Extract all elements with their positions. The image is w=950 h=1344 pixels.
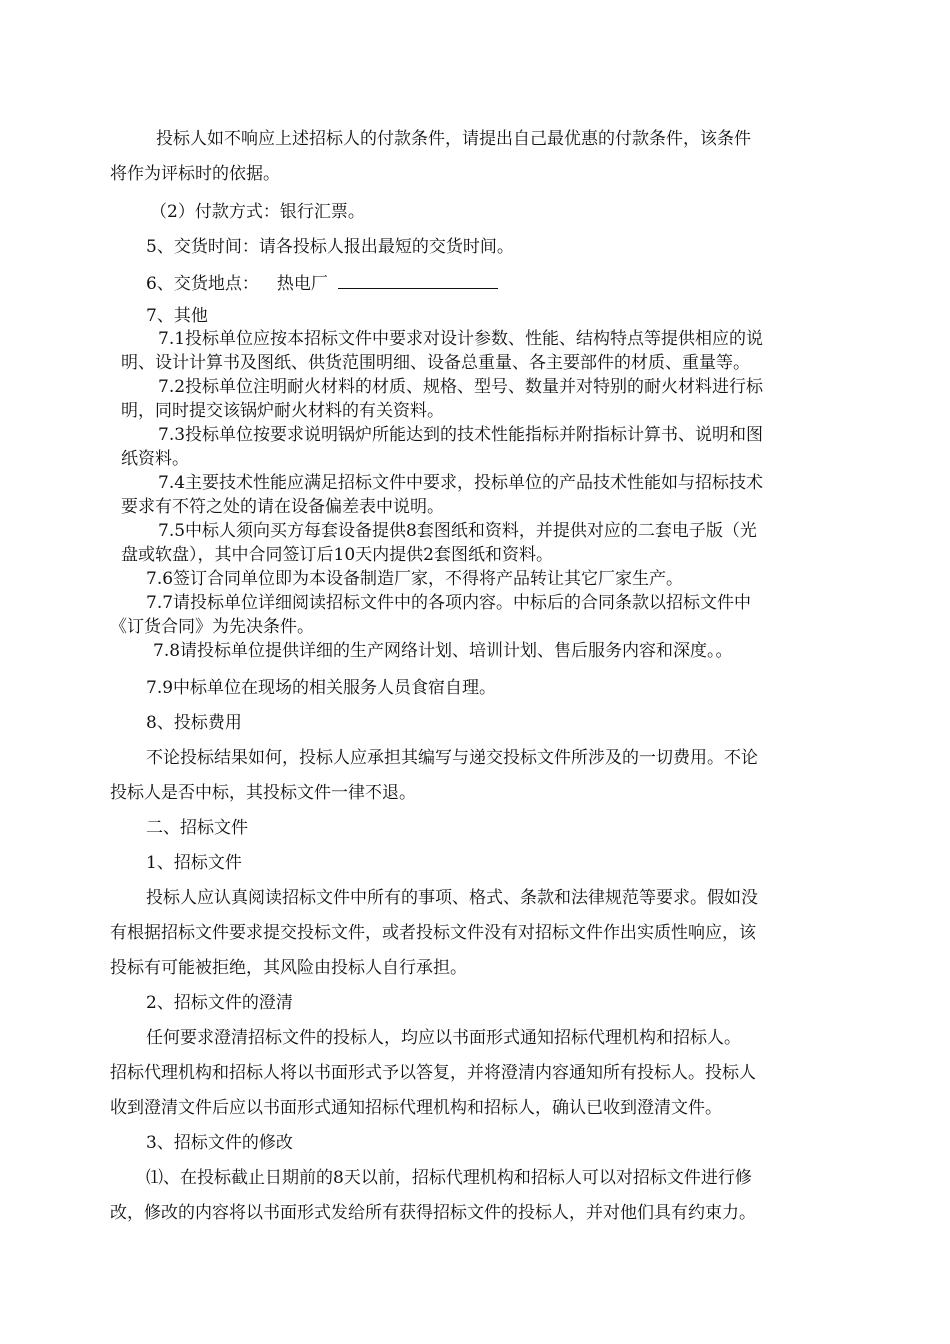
paragraph-line: 7.4主要技术性能应满足招标文件中要求，投标单位的产品技术性能如与招标技术 — [158, 473, 764, 493]
delivery-place-value: 热电厂 — [276, 274, 328, 294]
paragraph-line: （2）付款方式：银行汇票。 — [150, 202, 365, 222]
paragraph-line: 投标有可能被拒绝，其风险由投标人自行承担。 — [110, 958, 467, 978]
paragraph-line: 盘或软盘），其中合同签订后10天内提供2套图纸和资料。 — [121, 545, 553, 565]
paragraph-line: 《订货合同》为先决条件。 — [110, 617, 314, 637]
paragraph-line: ⑴、在投标截止日期前的8天以前，招标代理机构和招标人可以对招标文件进行修 — [146, 1168, 752, 1188]
paragraph-line: 不论投标结果如何，投标人应承担其编写与递交投标文件所涉及的一切费用。不论 — [146, 748, 758, 768]
paragraph-line: 7.7请投标单位详细阅读招标文件中的各项内容。中标后的合同条款以招标文件中 — [146, 593, 752, 613]
paragraph-line: 任何要求澄清招标文件的投标人，均应以书面形式通知招标代理机构和招标人。 — [146, 1028, 741, 1048]
paragraph-line: 投标人应认真阅读招标文件中所有的事项、格式、条款和法律规范等要求。假如没 — [146, 888, 758, 908]
paragraph-line: 7.9中标单位在现场的相关服务人员食宿自理。 — [146, 678, 497, 698]
paragraph-line: 7.1投标单位应按本招标文件中要求对设计参数、性能、结构特点等提供相应的说 — [158, 329, 764, 349]
paragraph-line: 7.2投标单位注明耐火材料的材质、规格、型号、数量并对特别的耐火材料进行标 — [158, 377, 764, 397]
paragraph-line: 招标代理机构和招标人将以书面形式予以答复，并将澄清内容通知所有投标人。投标人 — [110, 1063, 756, 1083]
paragraph-line: 7.3投标单位按要求说明锅炉所能达到的技术性能指标并附指标计算书、说明和图 — [158, 425, 764, 445]
section-heading: 2、招标文件的澄清 — [146, 993, 293, 1013]
paragraph-line: 5、交货时间：请各投标人报出最短的交货时间。 — [146, 237, 514, 257]
paragraph-line: 投标人是否中标，其投标文件一律不退。 — [110, 783, 416, 803]
paragraph-line: 将作为评标时的依据。 — [110, 164, 280, 184]
paragraph-line: 纸资料。 — [121, 449, 189, 469]
section-heading: 1、招标文件 — [146, 853, 242, 873]
paragraph-line: 7.8请投标单位提供详细的生产网络计划、培训计划、售后服务内容和深度。。 — [153, 641, 733, 661]
paragraph-line: 明，同时提交该锅炉耐火材料的有关资料。 — [121, 401, 444, 421]
blank-underline — [338, 272, 498, 289]
paragraph-line: 有根据招标文件要求提交投标文件，或者投标文件没有对招标文件作出实质性响应，该 — [110, 923, 756, 943]
paragraph-line: 投标人如不响应上述招标人的付款条件，请提出自己最优惠的付款条件，该条件 — [156, 129, 751, 149]
paragraph-line: 要求有不符之处的请在设备偏差表中说明。 — [121, 497, 444, 517]
section-heading: 8、投标费用 — [146, 713, 242, 733]
delivery-place-line — [146, 272, 498, 295]
section-heading: 7、其他 — [146, 306, 208, 326]
section-heading: 3、招标文件的修改 — [146, 1133, 293, 1153]
section-heading: 二、招标文件 — [146, 818, 248, 838]
paragraph-line: 收到澄清文件后应以书面形式通知招标代理机构和招标人，确认已收到澄清文件。 — [110, 1098, 722, 1118]
paragraph-line: 改，修改的内容将以书面形式发给所有获得招标文件的投标人，并对他们具有约束力。 — [110, 1203, 756, 1223]
paragraph-line: 7.5中标人须向买方每套设备提供8套图纸和资料，并提供对应的二套电子版（光 — [158, 521, 757, 541]
paragraph-line: 7.6签订合同单位即为本设备制造厂家，不得将产品转让其它厂家生产。 — [146, 569, 684, 589]
delivery-place-label: 6、交货地点： — [146, 274, 259, 294]
paragraph-line: 明、设计计算书及图纸、供货范围明细、设备总重量、各主要部件的材质、重量等。 — [121, 353, 750, 373]
